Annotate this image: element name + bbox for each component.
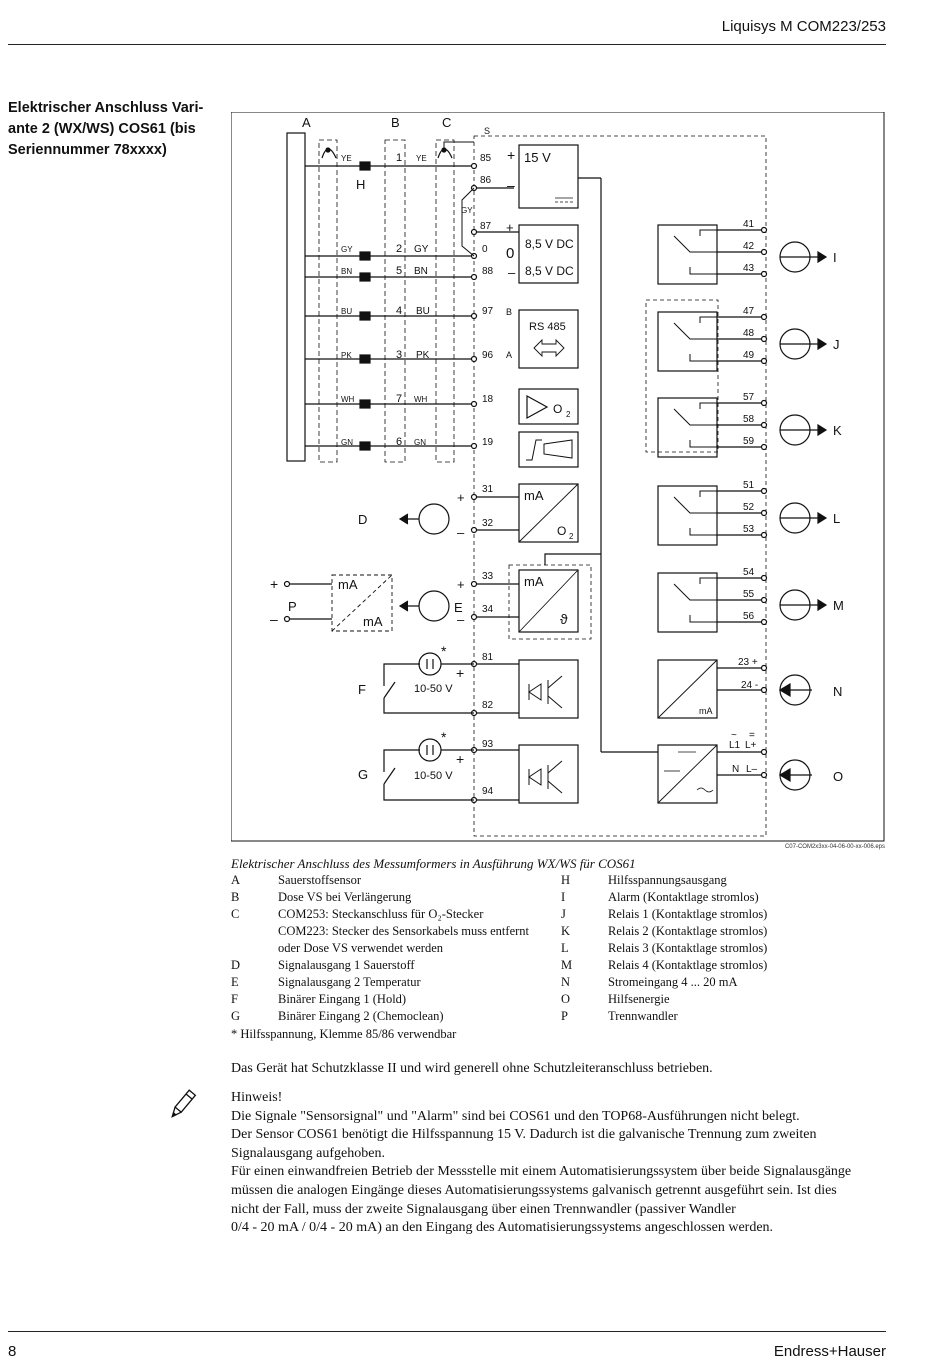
figure-frame (231, 112, 884, 841)
voltage-source-icon (419, 739, 441, 761)
gy-link-label: GY (461, 206, 473, 215)
relay-group-box (646, 300, 718, 452)
shield-wire (444, 142, 474, 150)
side-heading-line: Seriennummer 78xxxx) (8, 142, 167, 158)
wire-number: 7 (396, 393, 403, 405)
dc-minus: – (508, 265, 516, 280)
legend-key: D (231, 958, 241, 972)
legend-key: L (561, 941, 569, 955)
temp-feed-wire (545, 554, 601, 565)
dc-symbol: = (749, 730, 755, 741)
wire-PK (305, 349, 494, 363)
legend-text: Binärer Eingang 2 (Chemoclean) (278, 1009, 444, 1023)
voltage-range-F: 10-50 V (414, 683, 453, 695)
wire-color: BU (341, 307, 353, 316)
output2-meter (419, 591, 449, 621)
terminal-93: 93 (482, 739, 494, 750)
label-O: O (833, 769, 844, 784)
label-H: H (356, 177, 366, 192)
arrow-left-icon (400, 514, 419, 524)
legend-key: N (561, 975, 571, 989)
current-input-ma: mA (699, 706, 713, 716)
device-box (474, 136, 766, 836)
terminal-34: 34 (482, 604, 494, 615)
plus-sign: + (456, 665, 465, 681)
terminal-94: 94 (482, 786, 494, 797)
legend-key: G (231, 1009, 241, 1023)
arrow-right-icon (780, 425, 826, 435)
note-line: Der Sensor COS61 benötigt die Hilfsspannung 15 V. Dadurch ist die galvanische Trennung zum zweiten (231, 1127, 817, 1143)
relay-J (658, 306, 840, 371)
wire-GY-link (462, 188, 474, 256)
figure-caption: Elektrischer Anschluss des Messumformers in Ausführung WX/WS für COS61 (231, 856, 636, 871)
wire-GN (305, 436, 494, 450)
arrow-right-icon (780, 339, 826, 349)
wire-color: GN (341, 438, 353, 447)
arrow-left-icon (780, 684, 812, 696)
rs485-A: A (506, 350, 513, 360)
led-icon (529, 769, 541, 785)
terminal-number: 0 (482, 244, 488, 255)
terminal-24: 24 - (741, 680, 759, 691)
side-heading (8, 98, 208, 161)
legend-text: Trennwandler (608, 1009, 678, 1023)
relay-terminal: 41 (743, 219, 755, 230)
label-N: N (833, 684, 843, 699)
arrow-right-icon (780, 600, 826, 610)
led-icon (529, 684, 541, 700)
terminal-number: 97 (482, 306, 494, 317)
legend-key: O (561, 992, 571, 1006)
wire-color: WH (341, 395, 355, 404)
legend-key: A (231, 873, 241, 887)
relay-terminal: 57 (743, 392, 755, 403)
wire-number: 4 (396, 305, 403, 317)
wire-GY (305, 243, 488, 260)
terminal-23: 23 + (738, 657, 758, 668)
legend-text: COM223: Stecker des Sensorkabels muss entfernt (278, 924, 530, 938)
arrow-right-icon (780, 513, 826, 523)
dc-label-2: 8,5 V DC (525, 264, 574, 278)
relay-terminal: 49 (743, 350, 755, 361)
plus-sign: + (456, 751, 465, 767)
sensor-bar (287, 133, 305, 461)
wire-color-plug: YE (416, 154, 427, 163)
legend-text: Relais 3 (Kontaktlage stromlos) (608, 941, 768, 955)
legend-text: Signalausgang 2 Temperatur (278, 975, 421, 989)
legend-text: Stromeingang 4 ... 20 mA (608, 975, 738, 989)
wire-color-plug: WH (414, 395, 428, 404)
page-number: 8 (8, 1343, 17, 1360)
relay-terminal: 42 (743, 241, 755, 252)
legend-text: Binärer Eingang 1 (Hold) (278, 992, 407, 1006)
rs485-B: B (506, 307, 513, 317)
isolator-ma-2: mA (363, 614, 383, 629)
legend-text: Signalausgang 1 Sauerstoff (278, 958, 415, 972)
relay-L (658, 480, 840, 545)
label-I: I (833, 250, 837, 265)
o2-sub: 2 (566, 410, 571, 419)
wire-WH (305, 393, 494, 408)
footer-brand: Endress+Hauser (773, 1343, 886, 1360)
relay-terminal: 52 (743, 502, 755, 513)
o2-label: O (553, 402, 563, 416)
relay-terminal: 55 (743, 589, 755, 600)
relay-I (658, 219, 837, 284)
terminal-Lplus: L+ (745, 740, 757, 751)
minus-sign: – (270, 611, 278, 627)
label-E: E (454, 600, 463, 615)
header-rule (8, 44, 886, 45)
legend-text: oder Dose VS verwendet werden (278, 941, 443, 955)
terminal-number: 88 (482, 266, 494, 277)
terminal-number: 85 (480, 153, 492, 164)
legend-row (231, 940, 868, 957)
page-header (0, 0, 950, 48)
figure-legend (231, 872, 868, 1025)
label-C: C (442, 115, 452, 130)
wire-color: GY (341, 245, 353, 254)
wire-color: PK (341, 351, 352, 360)
label-J: J (833, 337, 840, 352)
legend-row (231, 1008, 868, 1025)
wire-number: 6 (396, 436, 403, 448)
svg-text:*: * (441, 729, 447, 745)
relay-terminal: 47 (743, 306, 755, 317)
note-block (231, 1089, 891, 1238)
temperature-sensor-icon (526, 440, 572, 460)
terminal-L1: L1 (729, 740, 741, 751)
wire-BN (305, 265, 494, 281)
note-line: 0/4 - 20 mA / 0/4 - 20 mA) an den Eingang des Automatisierungssystems angeschlossen werden. (231, 1220, 774, 1236)
amplifier-icon (527, 396, 547, 418)
phototransistor-icon (548, 676, 562, 708)
note-line: Die Signale "Sensorsignal" und "Alarm" sind bei COS61 und den TOP68-Ausführungen nicht belegt. (231, 1108, 800, 1124)
footnote: * Hilfsspannung, Klemme 85/86 verwendbar (231, 1027, 457, 1041)
box-VS (385, 140, 405, 462)
output2-theta: ϑ (560, 611, 568, 627)
minus-sign: – (457, 525, 465, 540)
output1-o2-sub: 2 (569, 532, 574, 541)
legend-text: Hilfsenergie (608, 992, 670, 1006)
wire-number: 5 (396, 265, 403, 277)
relay-terminal: 59 (743, 436, 755, 447)
dc-plus: + (506, 220, 514, 235)
arrow-right-icon (780, 252, 826, 262)
sensor-shield-box (319, 140, 337, 462)
wire-color-plug: BU (416, 306, 430, 317)
relay-terminal: 53 (743, 524, 755, 535)
legend-key: C (231, 907, 240, 921)
temp-output-box (509, 565, 591, 639)
note-line: Für einen einwandfreien Betrieb der Messstelle mit einem Automatisierungssystem über beide Signalausgänge (231, 1164, 852, 1180)
terminal-81: 81 (482, 652, 494, 663)
svg-text:*: * (441, 643, 447, 659)
rs485-label: RS 485 (529, 321, 566, 333)
voltage-source-icon (419, 653, 441, 675)
psu-15v-label: 15 V (524, 150, 551, 165)
legend-row (231, 889, 868, 906)
shield-dot (326, 148, 330, 152)
legend-key (231, 923, 278, 940)
terminal-Lminus: L– (746, 764, 758, 775)
note-line: Signalausgang aufgehoben. (231, 1145, 385, 1161)
legend-text: Relais 4 (Kontaktlage stromlos) (608, 958, 768, 972)
pencil-icon (165, 1088, 199, 1122)
label-F: F (358, 682, 366, 697)
legend-key: I (561, 890, 566, 904)
plus-sign: + (457, 577, 465, 592)
relay-terminal: 54 (743, 567, 755, 578)
phototransistor-icon (548, 761, 562, 793)
body-paragraph: Das Gerät hat Schutzklasse II und wird generell ohne Schutzleiteranschluss betrieben. (231, 1061, 713, 1076)
wire-YE (305, 152, 492, 170)
legend-key: H (561, 873, 571, 887)
legend-text: Sauerstoffsensor (278, 873, 362, 887)
legend-key: F (231, 992, 238, 1006)
plus-sign: + (507, 147, 516, 163)
relay-K (658, 392, 842, 457)
dc-zero: 0 (506, 245, 515, 262)
label-L: L (833, 511, 841, 526)
legend-row (231, 872, 868, 889)
wire-BU (305, 305, 494, 320)
minus-sign: – (457, 612, 465, 627)
output2-ma: mA (524, 574, 544, 589)
legend-row (231, 974, 868, 991)
isolator-ma-1: mA (338, 577, 358, 592)
note-title: Hinweis! (231, 1090, 283, 1105)
relay-terminal: 58 (743, 414, 755, 425)
legend-key: M (561, 958, 573, 972)
relay-terminal: 48 (743, 328, 755, 339)
terminal-31: 31 (482, 484, 494, 495)
relay-terminal: 56 (743, 611, 755, 622)
label-B: B (391, 115, 400, 130)
wire-color: YE (341, 154, 352, 163)
label-A: A (302, 115, 311, 130)
label-M: M (833, 598, 844, 613)
output1-ma: mA (524, 488, 544, 503)
wire-color: BN (341, 267, 353, 276)
relay-terminal: 51 (743, 480, 755, 491)
legend-row (231, 957, 868, 974)
side-heading-line: ante 2 (WX/WS) COS61 (bis (8, 121, 196, 137)
legend-text: Dose VS bei Verlängerung (278, 890, 412, 904)
label-G: G (358, 767, 369, 782)
terminal-number: 18 (482, 394, 494, 405)
minus-sign: – (507, 177, 515, 193)
relay-column (658, 219, 844, 632)
bidirectional-arrow-icon (534, 340, 564, 356)
output1-o2: O (557, 524, 567, 538)
legend-text: COM253: Steckanschluss für O₂-Stecker (278, 907, 484, 921)
legend-text: Hilfsspannungsausgang (608, 873, 727, 887)
wire-number: 1 (396, 152, 403, 164)
terminal-number: 19 (482, 437, 494, 448)
legend-text: Relais 2 (Kontaktlage stromlos) (608, 924, 768, 938)
legend-text: Alarm (Kontaktlage stromlos) (608, 890, 759, 904)
legend-row (231, 923, 868, 940)
label-S: S (484, 126, 491, 136)
terminal-82: 82 (482, 700, 494, 711)
wiring-diagram (231, 112, 885, 842)
header-title: Liquisys M COM223/253 (721, 18, 886, 35)
plug-box (436, 140, 454, 462)
note-line: nicht der Fall, muss der zweite Signalausgang über einen Trennwandler (passiver Wandler (231, 1201, 736, 1217)
voltage-range-G: 10-50 V (414, 770, 453, 782)
note-line: müssen die analogen Eingänge dieses Automatisierungssystems galvanisch getrennt ausgeführt sein. Ist dies (231, 1182, 837, 1198)
wire-color-plug: GN (414, 438, 426, 447)
legend-text: Relais 1 (Kontaktlage stromlos) (608, 907, 768, 921)
arrow-left-icon (780, 769, 812, 781)
wire-number: 2 (396, 243, 403, 255)
arrow-left-icon (400, 601, 419, 611)
rs485-block (519, 310, 578, 368)
side-heading-line: Elektrischer Anschluss Vari- (8, 100, 204, 116)
terminal-33: 33 (482, 571, 494, 582)
footer-rule (8, 1331, 886, 1332)
wire-color-plug: BN (414, 266, 428, 277)
plus-sign: + (457, 490, 465, 505)
figure-code: C07-COM2x3xx-04-06-00-xx-006.eps (784, 844, 885, 850)
terminal-32: 32 (482, 518, 494, 529)
label-D: D (358, 512, 368, 527)
wiring-diagram-svg (231, 112, 885, 842)
legend-key: K (561, 924, 571, 938)
legend-row (231, 906, 868, 923)
legend-key: B (231, 890, 240, 904)
legend-key: E (231, 975, 239, 989)
terminal-86: 86 (480, 175, 492, 186)
legend-key (231, 940, 278, 957)
label-P: P (288, 599, 297, 614)
label-K: K (833, 423, 842, 438)
terminal-87: 87 (480, 221, 492, 232)
terminal-number: 96 (482, 350, 494, 361)
plus-sign: + (270, 576, 279, 592)
wire-number: 3 (396, 349, 403, 361)
ac-symbol: ~ (731, 730, 737, 741)
temperature-input-block (519, 432, 578, 467)
terminal-N: N (732, 764, 740, 775)
dc-label-1: 8,5 V DC (525, 237, 574, 251)
relay-terminal: 43 (743, 263, 755, 274)
legend-row (231, 991, 868, 1008)
wire-color-plug: GY (414, 244, 429, 255)
output1-meter (419, 504, 449, 534)
relay-M (658, 567, 844, 632)
legend-key: J (561, 907, 566, 921)
legend-key: P (561, 1009, 568, 1023)
wire-color-plug: PK (416, 350, 430, 361)
